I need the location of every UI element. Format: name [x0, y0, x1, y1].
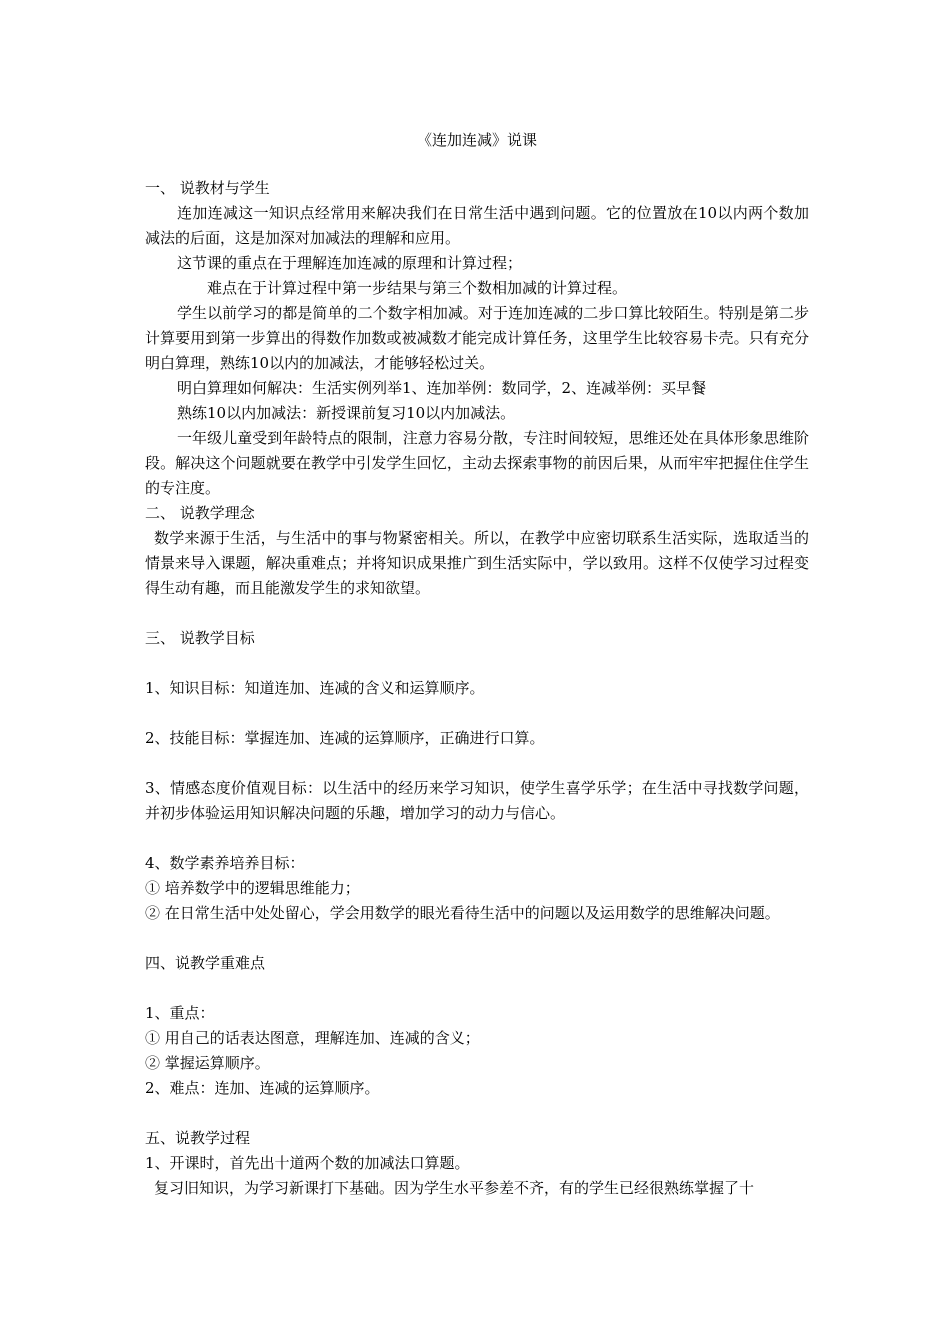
section-2-heading: 二、 说教学理念 — [145, 504, 255, 522]
document-title: 《连加连减》说课 — [416, 131, 537, 149]
document-page — [145, 128, 809, 1201]
blank-line — [145, 1101, 809, 1126]
blank-line — [145, 601, 809, 626]
section-1-paragraph: 一年级儿童受到年龄特点的限制，注意力容易分散，专注时间较短，思维还处在具体形象思维阶段。解决这个问题就要在教学中引发学生回忆，主动去探索事物的前因后果，从而牢牢把握住住学生的专注度。 — [145, 429, 809, 497]
section-1-paragraph: 学生以前学习的都是简单的二个数字相加减。对于连加连减的二步口算比较陌生。特别是第二步计算要用到第一步算出的得数作加数或被减数才能完成计算任务，这里学生比较容易卡壳。只有充分明白算理，熟练10以内的加减法，才能够轻松过关。 — [145, 304, 809, 372]
section-1-paragraph: 难点在于计算过程中第一步结果与第三个数相加减的计算过程。 — [207, 279, 628, 297]
key-subitem: ① 用自己的话表达图意，理解连加、连减的含义； — [145, 1029, 480, 1047]
blank-line — [145, 926, 809, 951]
section-4-heading: 四、说教学重难点 — [145, 954, 266, 972]
section-3-heading: 三、 说教学目标 — [145, 629, 255, 647]
section-5-heading: 五、说教学过程 — [145, 1129, 251, 1147]
goal-item: 1、知识目标：知道连加、连减的含义和运算顺序。 — [145, 679, 485, 697]
key-item: 2、难点：连加、连减的运算顺序。 — [145, 1079, 380, 1097]
blank-line — [145, 701, 809, 726]
section-1-heading: 一、 说教材与学生 — [145, 179, 270, 197]
goal-subitem: ② 在日常生活中处处留心，学会用数学的眼光看待生活中的问题以及运用数学的思维解决问题。 — [145, 904, 780, 922]
section-1-paragraph: 明白算理如何解决：生活实例列举1、连加举例：数同学，2、连减举例：买早餐 — [177, 379, 707, 397]
section-1-paragraph: 这节课的重点在于理解连加连减的原理和计算过程； — [177, 254, 523, 272]
section-1-paragraph: 连加连减这一知识点经常用来解决我们在日常生活中遇到问题。它的位置放在10以内两个数加减法的后面，这是加深对加减法的理解和应用。 — [145, 204, 809, 247]
goal-item: 3、情感态度价值观目标：以生活中的经历来学习知识，使学生喜学乐学；在生活中寻找数学问题，并初步体验运用知识解决问题的乐趣，增加学习的动力与信心。 — [145, 779, 809, 822]
section-2-paragraph: 数学来源于生活，与生活中的事与物紧密相关。所以，在教学中应密切联系生活实际，选取适当的情景来导入课题，解决重难点；并将知识成果推广到生活实际中，学以致用。这样不仅使学习过程变得生动有趣，而且能激发学生的求知欲望。 — [145, 529, 809, 597]
blank-line — [145, 751, 809, 776]
blank-line — [145, 651, 809, 676]
section-1-paragraph: 熟练10以内加减法：新授课前复习10以内加减法。 — [177, 404, 516, 422]
blank-line — [145, 826, 809, 851]
key-subitem: ② 掌握运算顺序。 — [145, 1054, 270, 1072]
section-5-paragraph: 1、开课时，首先出十道两个数的加减法口算题。 — [145, 1154, 470, 1172]
goal-item: 2、技能目标：掌握连加、连减的运算顺序，正确进行口算。 — [145, 729, 545, 747]
section-5-paragraph: 复习旧知识，为学习新课打下基础。因为学生水平参差不齐，有的学生已经很熟练掌握了十 — [154, 1179, 755, 1197]
blank-line — [145, 976, 809, 1001]
key-item: 1、重点： — [145, 1004, 215, 1022]
goal-item: 4、数学素养培养目标： — [145, 854, 305, 872]
goal-subitem: ① 培养数学中的逻辑思维能力； — [145, 879, 360, 897]
